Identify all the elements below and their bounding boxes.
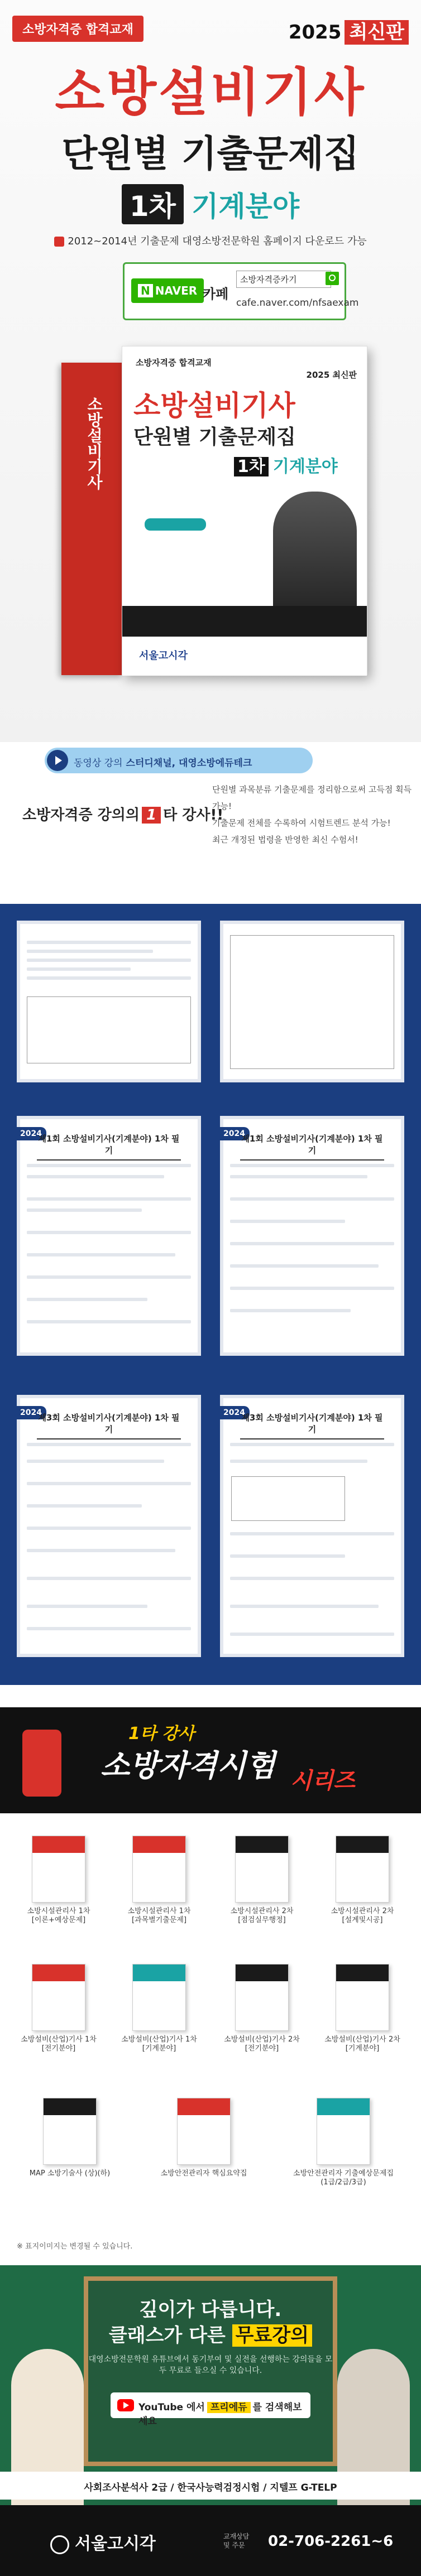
logo-icon bbox=[50, 2535, 69, 2554]
book-grade: 1차 기계분야 bbox=[234, 452, 338, 477]
sample-page bbox=[220, 1116, 404, 1356]
series-tag: 시리즈 bbox=[290, 1768, 355, 1794]
author-portrait bbox=[273, 492, 357, 620]
lecture-provider: 스터디채널, 대영소방에듀테크 bbox=[126, 758, 252, 769]
book-front bbox=[122, 346, 367, 675]
series-book[interactable]: 소방시설관리사 1차 [과목별기출문제] bbox=[112, 1836, 207, 1925]
channel-name: 프리에듀 bbox=[207, 2402, 251, 2413]
sample-page bbox=[220, 921, 404, 1082]
series-book[interactable]: 소방설비(산업)기사 1차 [기계분야] bbox=[112, 1964, 207, 2053]
exam-title: 제3회 소방설비기사(기계분야) 1차 필기 bbox=[37, 1412, 181, 1439]
book-publisher: 서울고시각 bbox=[139, 650, 188, 662]
lecture-label: 동영상 강의 bbox=[74, 758, 123, 769]
year-badge: 2024 bbox=[16, 1406, 46, 1419]
series-book[interactable]: 소방설비(산업)기사 1차 [전기분야] bbox=[11, 1964, 106, 2053]
download-notice bbox=[0, 233, 421, 248]
youtube-badge bbox=[145, 518, 206, 531]
exam-title: 제1회 소방설비기사(기계분야) 1차 필기 bbox=[240, 1133, 384, 1161]
cafe-search-input[interactable]: 소방자격증카기 bbox=[236, 271, 331, 288]
lecture-tagline: 소방자격증 강의의 1 타 강사!! bbox=[22, 807, 224, 824]
extinguisher-icon bbox=[22, 1730, 61, 1797]
desc-line: 최근 개정된 법령을 반영한 최신 수험서! bbox=[212, 835, 358, 845]
download-notice-text: 2012~2014년 기출문제 대영소방전문학원 홈페이지 다운로드 가능 bbox=[68, 235, 367, 247]
desc-line: 단원별 과목분류 기출문제를 정리함으로써 고득점 획득 가능! bbox=[212, 784, 412, 811]
sample-page bbox=[17, 1395, 201, 1657]
year-badge: 2024 bbox=[219, 1127, 250, 1140]
class-desc: 대영소방전문학원 유튜브에서 동기부여 및 실전을 선행하는 강의들을 모두 무료로 들으실 수 있습니다. bbox=[88, 2355, 333, 2375]
book-band bbox=[122, 606, 367, 637]
book-edition: 2025 최신판 bbox=[306, 370, 357, 380]
search-icon[interactable] bbox=[326, 272, 339, 285]
series-section bbox=[0, 1696, 421, 2260]
edition-year: 2025 bbox=[288, 21, 342, 44]
series-book[interactable]: 소방설비(산업)기사 2차 [기계분야] bbox=[315, 1964, 410, 2053]
phone-number[interactable]: 02-706-2261~6 bbox=[268, 2533, 394, 2550]
field-label: 기계분야 bbox=[191, 190, 300, 223]
edition-label: 최신판 bbox=[345, 20, 409, 45]
page-title: 소방설비기사 bbox=[55, 62, 366, 122]
lecture-section bbox=[0, 742, 421, 915]
youtube-icon bbox=[117, 2399, 134, 2411]
hero-section bbox=[0, 0, 421, 742]
certification-badge: 소방자격증 합격교재 bbox=[12, 16, 143, 42]
sample-page bbox=[220, 1395, 404, 1657]
series-title: 소방자격시험 bbox=[101, 1748, 275, 1783]
exam-title: 제3회 소방설비기사(기계분야) 1차 필기 bbox=[240, 1412, 384, 1439]
exam-title: 제1회 소방설비기사(기계분야) 1차 필기 bbox=[37, 1133, 181, 1161]
series-banner bbox=[0, 1707, 421, 1813]
desc-line: 기출문제 전체를 수록하여 시험트렌드 분석 가능! bbox=[212, 818, 391, 828]
series-book[interactable]: 소방안전관리자 기출예상문제집 (1급/2급/3급) bbox=[279, 2098, 408, 2187]
book-subtitle: 단원별 기출문제집 bbox=[133, 426, 296, 449]
series-book[interactable]: MAP 소방기술사 (상)(하) bbox=[11, 2098, 128, 2178]
class-headline-2: 클래스가 다른 무료강의 bbox=[88, 2320, 333, 2347]
class-headline: 깊이가 다릅니다. bbox=[139, 2299, 282, 2321]
year-badge: 2024 bbox=[219, 1406, 250, 1419]
series-book[interactable]: 소방설비(산업)기사 2차 [전기분야] bbox=[214, 1964, 309, 2053]
grade-field bbox=[0, 184, 421, 224]
book-badge: 소방자격증 합격교재 bbox=[136, 358, 212, 368]
play-icon bbox=[47, 750, 68, 771]
series-book[interactable]: 소방시설관리사 1차 [이론+예상문제] bbox=[11, 1836, 106, 1925]
sample-pages-section bbox=[0, 904, 421, 1685]
book-spine: 소방설비기사 bbox=[61, 363, 123, 675]
cert-list: 사회조사분석사 2급 / 한국사능력검정시험 / 지텔프 G-TELP bbox=[0, 2472, 421, 2500]
lecture-desc bbox=[212, 781, 421, 848]
cafe-label: 카페 bbox=[203, 286, 229, 302]
free-class-section bbox=[0, 2265, 421, 2505]
series-book[interactable]: 소방시설관리사 2차 [점검실무행정] bbox=[214, 1836, 309, 1925]
series-note: ※ 표지이미지는 변경될 수 있습니다. bbox=[17, 2242, 133, 2251]
naver-logo: N NAVER bbox=[131, 278, 204, 303]
chalkboard bbox=[84, 2276, 337, 2466]
sample-page bbox=[17, 1116, 201, 1356]
year-badge: 2024 bbox=[16, 1127, 46, 1140]
contact-label: 교재상담 및 주문 bbox=[223, 2532, 250, 2549]
cafe-url[interactable]: cafe.naver.com/nfsaexam bbox=[236, 297, 359, 309]
series-book[interactable]: 소방안전관리자 핵심요약집 bbox=[145, 2098, 262, 2178]
edition-tag bbox=[289, 17, 409, 44]
page-subtitle: 단원별 기출문제집 bbox=[61, 132, 360, 175]
book-cover bbox=[61, 346, 374, 670]
grade-box: 1차 bbox=[122, 184, 184, 224]
series-book[interactable]: 소방시설관리사 2차 [설계및시공] bbox=[315, 1836, 410, 1925]
book-title: 소방설비기사 bbox=[133, 389, 295, 422]
video-lecture-button[interactable] bbox=[45, 748, 313, 773]
naver-cafe-box[interactable] bbox=[123, 262, 359, 320]
footer bbox=[0, 2505, 421, 2576]
brand-logo[interactable]: 서울고시각 bbox=[50, 2530, 156, 2554]
series-small: 1타 강사 bbox=[128, 1724, 195, 1744]
download-icon bbox=[54, 237, 64, 247]
sample-page bbox=[17, 921, 201, 1082]
youtube-search-bar[interactable]: YouTube 에서 프리에듀 를 검색해보세요 bbox=[111, 2392, 310, 2418]
